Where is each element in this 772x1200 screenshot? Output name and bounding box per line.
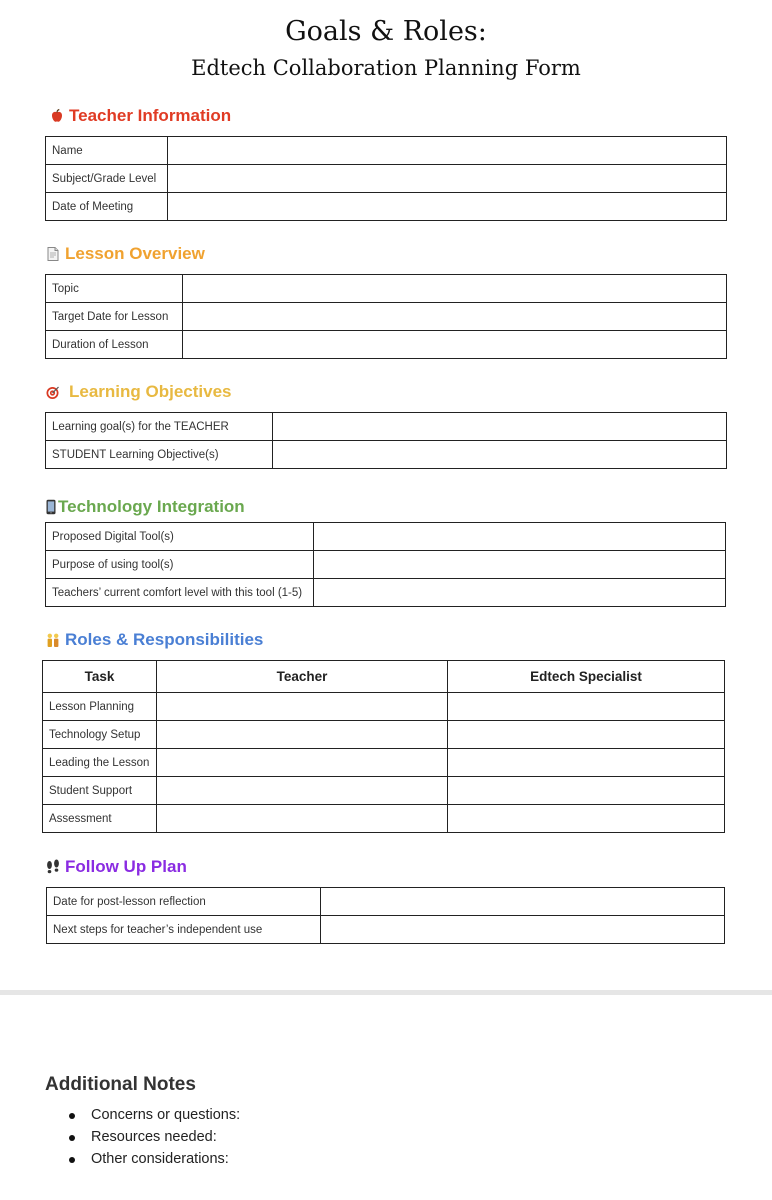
table-row — [46, 579, 726, 607]
meeting-date-field[interactable] — [168, 193, 727, 221]
specialist-cell[interactable] — [448, 805, 725, 833]
specialist-cell[interactable] — [448, 693, 725, 721]
teacher-information-table — [45, 136, 727, 221]
specialist-cell[interactable] — [448, 721, 725, 749]
table-row — [43, 693, 725, 721]
row-label: Date of Meeting — [46, 193, 168, 221]
table-row — [46, 275, 727, 303]
section-title-teacher-information — [49, 106, 231, 126]
table-row — [46, 193, 727, 221]
teacher-cell[interactable] — [157, 693, 448, 721]
apple-icon — [49, 108, 65, 124]
section-title-roles-responsibilities — [45, 630, 263, 650]
teacher-cell[interactable] — [157, 749, 448, 777]
teacher-goal-field[interactable] — [273, 413, 727, 441]
column-header-task: Task — [43, 661, 157, 693]
student-objective-field[interactable] — [273, 441, 727, 469]
table-row — [46, 137, 727, 165]
table-row — [46, 413, 727, 441]
next-steps-field[interactable] — [321, 916, 725, 944]
section-title-lesson-overview — [45, 244, 205, 264]
table-row — [46, 441, 727, 469]
task-label: Student Support — [43, 777, 157, 805]
table-row — [46, 303, 727, 331]
digital-tool-field[interactable] — [314, 523, 726, 551]
task-label: Assessment — [43, 805, 157, 833]
document-title: Goals & Roles: — [285, 16, 487, 47]
table-row — [46, 331, 727, 359]
table-row — [46, 551, 726, 579]
section-title-technology-integration — [45, 497, 245, 517]
additional-notes-list — [45, 1104, 240, 1170]
section-label: Lesson Overview — [65, 244, 205, 263]
table-row — [46, 165, 727, 193]
row-label: Subject/Grade Level — [46, 165, 168, 193]
teacher-cell[interactable] — [157, 777, 448, 805]
people-icon — [45, 632, 61, 648]
specialist-cell[interactable] — [448, 777, 725, 805]
list-item: Concerns or questions: — [45, 1104, 240, 1126]
specialist-cell[interactable] — [448, 749, 725, 777]
task-label: Lesson Planning — [43, 693, 157, 721]
row-label: Teachers’ current comfort level with this tool (1-5) — [46, 579, 314, 607]
target-icon — [45, 384, 61, 400]
teacher-cell[interactable] — [157, 805, 448, 833]
row-label: Learning goal(s) for the TEACHER — [46, 413, 273, 441]
task-label: Leading the Lesson — [43, 749, 157, 777]
row-label: Target Date for Lesson — [46, 303, 183, 331]
lesson-overview-table — [45, 274, 727, 359]
follow-up-plan-table — [46, 887, 725, 944]
table-row — [43, 777, 725, 805]
duration-field[interactable] — [183, 331, 727, 359]
table-header-row — [43, 661, 725, 693]
row-label: Next steps for teacher’s independent use — [47, 916, 321, 944]
table-row — [46, 523, 726, 551]
section-label: Technology Integration — [58, 497, 245, 516]
row-label: Purpose of using tool(s) — [46, 551, 314, 579]
technology-integration-table — [45, 522, 726, 607]
roles-responsibilities-table — [42, 660, 725, 833]
learning-objectives-table — [45, 412, 727, 469]
table-row — [47, 888, 725, 916]
row-label: Duration of Lesson — [46, 331, 183, 359]
table-row — [43, 805, 725, 833]
table-row — [43, 749, 725, 777]
row-label: Proposed Digital Tool(s) — [46, 523, 314, 551]
table-row — [43, 721, 725, 749]
section-label: Follow Up Plan — [65, 857, 187, 876]
name-field[interactable] — [168, 137, 727, 165]
footprints-icon — [45, 859, 61, 875]
document-icon — [45, 246, 61, 262]
tool-purpose-field[interactable] — [314, 551, 726, 579]
column-header-edtech-specialist: Edtech Specialist — [448, 661, 725, 693]
teacher-cell[interactable] — [157, 721, 448, 749]
list-item: Other considerations: — [45, 1148, 240, 1170]
reflection-date-field[interactable] — [321, 888, 725, 916]
row-label: Date for post-lesson reflection — [47, 888, 321, 916]
task-label: Technology Setup — [43, 721, 157, 749]
table-row — [47, 916, 725, 944]
section-label: Learning Objectives — [69, 382, 232, 401]
additional-notes-title: Additional Notes — [45, 1074, 196, 1095]
document-subtitle: Edtech Collaboration Planning Form — [191, 56, 581, 80]
row-label: STUDENT Learning Objective(s) — [46, 441, 273, 469]
target-date-field[interactable] — [183, 303, 727, 331]
comfort-level-field[interactable] — [314, 579, 726, 607]
row-label: Name — [46, 137, 168, 165]
section-label: Teacher Information — [69, 106, 232, 125]
phone-icon — [45, 499, 57, 515]
topic-field[interactable] — [183, 275, 727, 303]
list-item: Resources needed: — [45, 1126, 240, 1148]
section-label: Roles & Responsibilities — [65, 630, 264, 649]
section-title-learning-objectives — [45, 382, 232, 402]
column-header-teacher: Teacher — [157, 661, 448, 693]
subject-grade-field[interactable] — [168, 165, 727, 193]
section-title-follow-up-plan — [45, 857, 187, 877]
row-label: Topic — [46, 275, 183, 303]
